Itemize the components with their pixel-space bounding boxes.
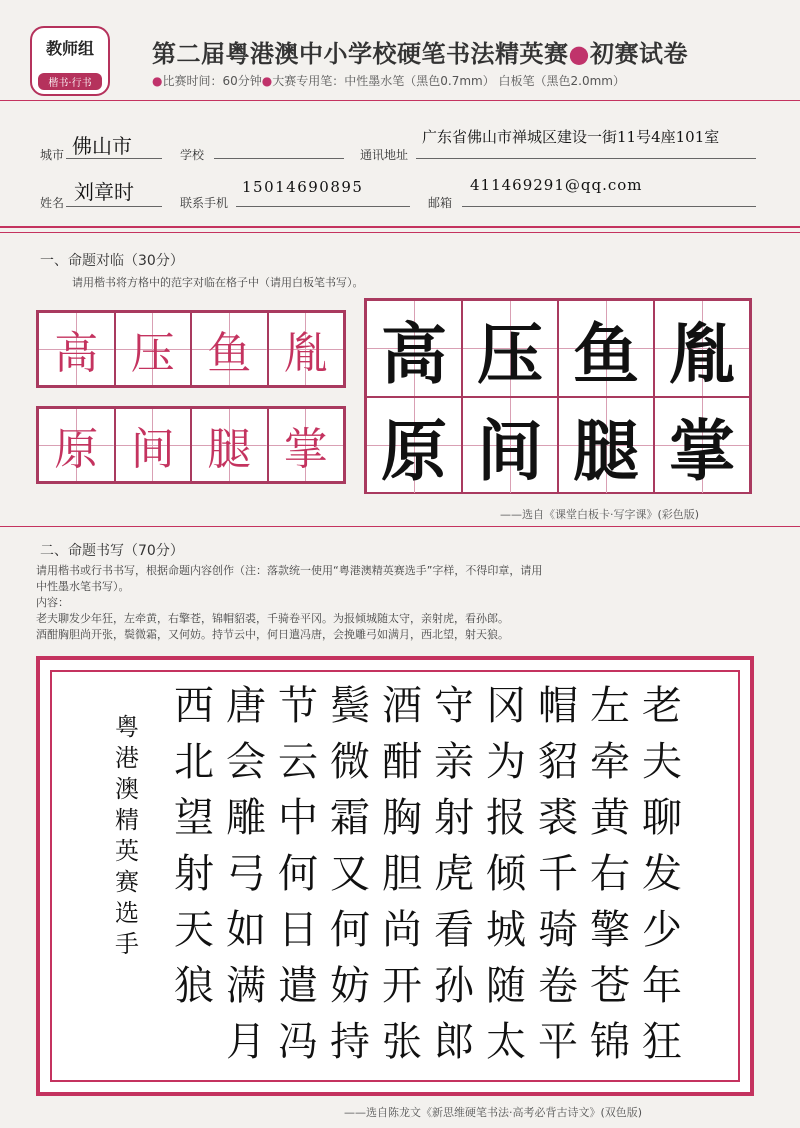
title-stage: 初赛试卷: [589, 40, 688, 68]
exam-time: 比赛时间：60分钟: [162, 74, 262, 88]
section1-instruction: 请用楷书将方格中的范字对临在格子中（请用白板笔书写）。: [72, 276, 364, 289]
student-grid-row-1: [36, 310, 346, 388]
poem-char: 西: [174, 683, 214, 729]
title-main: 第二届粤港澳中小学校硬笔书法精英赛: [152, 40, 569, 68]
content-line-2: 酒酣胸胆尚开张，鬓微霜，又何妨。持节云中，何日遣冯唐，会挽雕弓如满月，西北望，射天狼。: [36, 628, 509, 641]
poem-char: 亲: [434, 739, 474, 785]
poem-char: 卷: [538, 963, 578, 1009]
header-divider: [0, 100, 800, 101]
poem-char: 开: [382, 963, 422, 1009]
poem-char: 酒: [382, 683, 422, 729]
poem-char: 持: [330, 1019, 370, 1065]
poem-char: 报: [486, 795, 526, 841]
address-label: 通讯地址: [360, 148, 409, 162]
practice-cell[interactable]: [191, 312, 268, 386]
poem-char: 张: [382, 1019, 422, 1065]
signature-char: 选: [115, 899, 139, 927]
practice-cell[interactable]: [38, 408, 115, 482]
model-cell: [366, 300, 462, 397]
form-divider-bottom: [0, 232, 800, 233]
practice-cell[interactable]: [115, 408, 192, 482]
section2-instruction-1: 请用楷书或行书书写，根据命题内容创作（注：落款统一使用“粤港澳精英赛选手”字样，不得印章，请用: [36, 564, 543, 577]
model-char: 高: [381, 315, 447, 393]
badge-sub-text: 楷书·行书: [38, 73, 102, 90]
poem-char: 天: [174, 907, 214, 953]
model-cell: [366, 397, 462, 494]
model-cell: [558, 397, 654, 494]
poem-char: 霜: [330, 795, 370, 841]
section2-instruction-2: 中性墨水笔书写）。: [36, 580, 130, 593]
section2-heading: 二、命题书写（70分）: [40, 543, 184, 559]
poem-char: 又: [330, 851, 370, 897]
poem-column: [168, 678, 220, 1014]
poem-char: 苍: [590, 963, 630, 1009]
poem-char: 会: [226, 739, 266, 785]
poem-char: 鬓: [330, 683, 370, 729]
poem-char: 遣: [278, 963, 318, 1009]
email-value: 411469291@qq.com: [470, 176, 643, 194]
practice-cell[interactable]: [38, 312, 115, 386]
poem-char: 擎: [590, 907, 630, 953]
signature-char: 英: [115, 837, 139, 865]
poem-column: [480, 678, 532, 1070]
model-cell: [558, 300, 654, 397]
model-char: 腿: [573, 412, 639, 490]
poem-char: 尚: [382, 907, 422, 953]
poem-column: [636, 678, 688, 1070]
poem-char: 裘: [538, 795, 578, 841]
poem-char: 老: [642, 683, 682, 729]
school-label: 学校: [180, 148, 205, 162]
group-badge: [30, 26, 110, 96]
model-char: 掌: [669, 412, 735, 490]
poem-char: 弓: [226, 851, 266, 897]
section2-credit: ——选自陈龙文《新思维硬笔书法·高考必背古诗文》(双色版): [344, 1106, 643, 1119]
poem-char: 何: [278, 851, 318, 897]
poem-column: [376, 678, 428, 1070]
poem-char: 酣: [382, 739, 422, 785]
poem-char: 右: [590, 851, 630, 897]
poem-char: 虎: [434, 851, 474, 897]
poem-char: 倾: [486, 851, 526, 897]
poem-char: 千: [538, 851, 578, 897]
poem-char: 黄: [590, 795, 630, 841]
poem-char: 左: [590, 683, 630, 729]
practice-cell[interactable]: [268, 408, 345, 482]
poem-char: 云: [278, 739, 318, 785]
poem-char: 狂: [642, 1019, 682, 1065]
poem-char: 守: [434, 683, 474, 729]
poem-char: 射: [174, 851, 214, 897]
poem-column: [220, 678, 272, 1070]
signature-column: [110, 712, 144, 960]
poem-char: 随: [486, 963, 526, 1009]
model-cell: [654, 300, 750, 397]
poem-char: 月: [226, 1019, 266, 1065]
signature-char: 港: [115, 744, 139, 772]
content-label: 内容：: [36, 596, 69, 609]
phone-value: 15014690895: [242, 178, 364, 196]
section1-credit: ——选自《课堂白板卡·写字课》(彩色版): [500, 508, 700, 521]
poem-char: 貂: [538, 739, 578, 785]
poem-char: 胸: [382, 795, 422, 841]
signature-char: 赛: [115, 868, 139, 896]
model-char: 间: [477, 412, 543, 490]
poem-char: 年: [642, 963, 682, 1009]
practice-cell[interactable]: [115, 312, 192, 386]
student-grid-row-2: [36, 406, 346, 484]
poem-char: 胆: [382, 851, 422, 897]
poem-char: 冯: [278, 1019, 318, 1065]
poem-char: 为: [486, 739, 526, 785]
title-dot: ●: [568, 40, 590, 68]
model-char: 原: [381, 412, 447, 490]
poem-char: 何: [330, 907, 370, 953]
poem-char: 射: [434, 795, 474, 841]
form-divider-top: [0, 226, 800, 228]
content-line-1: 老夫聊发少年狂，左牵黄，右擎苍，锦帽貂裘，千骑卷平冈。为报倾城随太守，亲射虎，看孙郎。: [36, 612, 509, 625]
school-field[interactable]: [214, 140, 344, 159]
poem-char: 冈: [486, 683, 526, 729]
student-char: 高: [54, 328, 99, 379]
poem-char: 牵: [590, 739, 630, 785]
poem-char: 锦: [590, 1019, 630, 1065]
poem-char: 北: [174, 739, 214, 785]
student-char: 腿: [207, 424, 252, 475]
section-divider: [0, 526, 800, 527]
poem-char: 聊: [642, 795, 682, 841]
poem-column: [584, 678, 636, 1070]
bullet-dot-2: ●: [261, 74, 273, 88]
section1-heading: 一、命题对临（30分）: [40, 253, 184, 269]
student-char: 掌: [283, 424, 328, 475]
signature-char: 精: [115, 806, 139, 834]
model-char: 压: [477, 315, 543, 393]
student-char: 鱼: [207, 328, 252, 379]
poem-char: 骑: [538, 907, 578, 953]
city-label: 城市: [40, 148, 65, 162]
poem-char: 看: [434, 907, 474, 953]
student-char: 压: [130, 328, 175, 379]
poem-char: 平: [538, 1019, 578, 1065]
poem-char: 日: [278, 907, 318, 953]
poem-column: [324, 678, 376, 1070]
poem-column: [428, 678, 480, 1070]
poem-char: 微: [330, 739, 370, 785]
poem-column: [532, 678, 584, 1070]
student-char: 原: [54, 424, 99, 475]
poem-char: 妨: [330, 963, 370, 1009]
signature-char: 澳: [115, 775, 139, 803]
practice-cell[interactable]: [268, 312, 345, 386]
poem-char: 夫: [642, 739, 682, 785]
model-char: 胤: [669, 315, 735, 393]
exam-subtitle: [152, 72, 625, 89]
poem-char: 雕: [226, 795, 266, 841]
badge-main-text: 教师组: [45, 39, 94, 58]
writing-frame[interactable]: [36, 656, 754, 1096]
model-cell: [462, 397, 558, 494]
poem-char: 中: [278, 795, 318, 841]
poem-char: 满: [226, 963, 266, 1009]
poem-char: 郎: [434, 1019, 474, 1065]
email-label: 邮箱: [428, 196, 453, 210]
poem-char: 城: [486, 907, 526, 953]
poem-char: 望: [174, 795, 214, 841]
poem-char: 帽: [538, 683, 578, 729]
name-value: 刘章时: [74, 180, 134, 204]
phone-label: 联系手机: [180, 196, 229, 210]
student-char: 间: [130, 424, 175, 475]
model-cell: [462, 300, 558, 397]
signature-char: 手: [115, 930, 139, 958]
model-cell: [654, 397, 750, 494]
model-grid: [364, 298, 752, 494]
bullet-dot-1: ●: [152, 74, 163, 88]
poem-char: 发: [642, 851, 682, 897]
poem-char: 节: [278, 683, 318, 729]
poem-char: 少: [642, 907, 682, 953]
city-value: 佛山市: [72, 134, 132, 158]
address-value: 广东省佛山市禅城区建设一街11号4座101室: [422, 128, 720, 146]
poem-column: [272, 678, 324, 1070]
poem-char: 太: [486, 1019, 526, 1065]
poem-char: 狼: [174, 963, 214, 1009]
poem-char: 孙: [434, 963, 474, 1009]
poem-char: 唐: [226, 683, 266, 729]
practice-cell[interactable]: [191, 408, 268, 482]
poem-char: 如: [226, 907, 266, 953]
model-char: 鱼: [573, 315, 639, 393]
page-title: [152, 34, 688, 69]
exam-pens: 大赛专用笔：中性墨水笔（黑色0.7mm） 白板笔（黑色2.0mm）: [272, 74, 625, 88]
student-char: 胤: [283, 328, 328, 379]
name-label: 姓名: [40, 196, 65, 210]
signature-char: 粤: [115, 713, 139, 741]
